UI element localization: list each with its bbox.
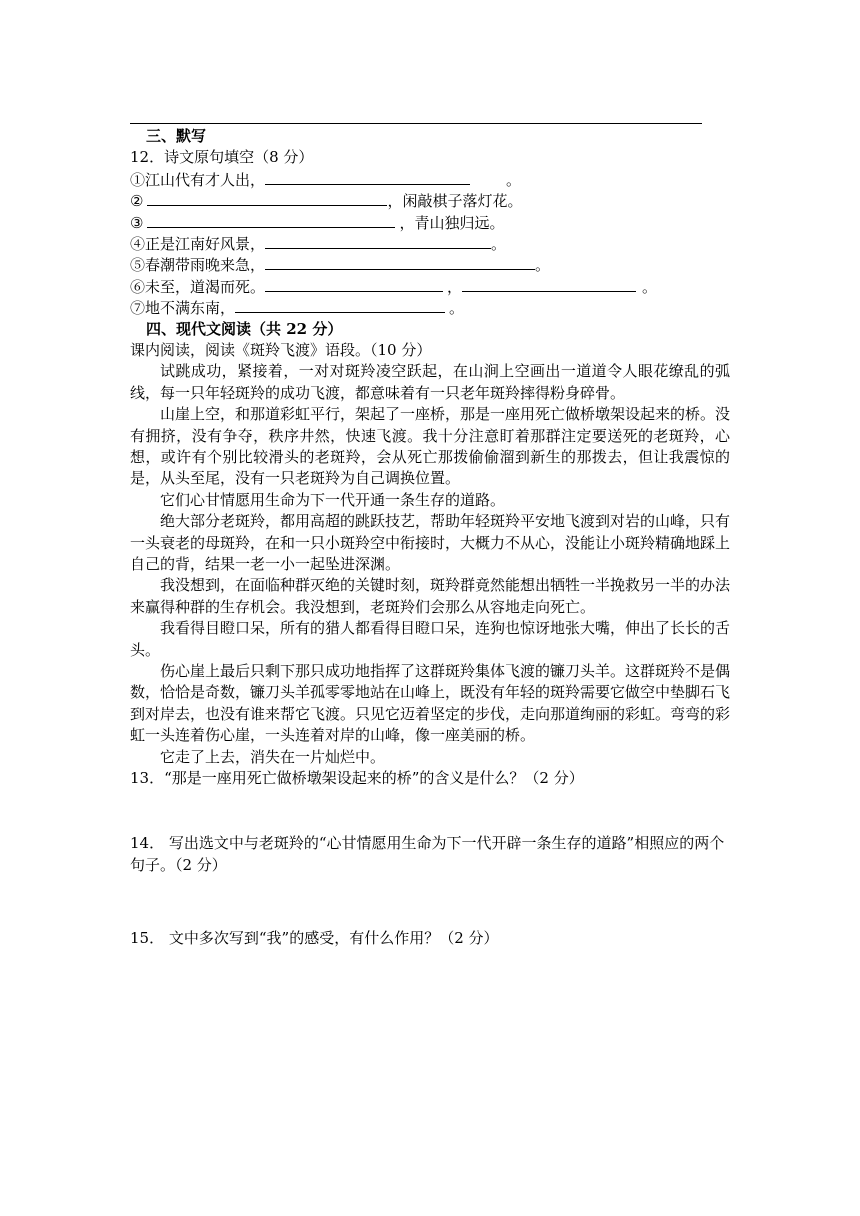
question-13: 13．“那是一座用死亡做桥墩架设起来的桥”的含义是什么？（2 分）: [130, 769, 584, 788]
answer-space-13[interactable]: [130, 789, 730, 833]
fill-blank-1[interactable]: [265, 169, 470, 185]
fill-item-4: [130, 233, 730, 254]
exam-page: [130, 0, 730, 1216]
fill-blank-6a[interactable]: [265, 276, 443, 292]
answer-space-14[interactable]: [130, 876, 730, 928]
fill-item-6-before: ⑥未至，道渴而死。: [130, 277, 266, 296]
question-12-title: 12．诗文原句填空（8 分）: [130, 148, 314, 167]
fill-item-3: [130, 212, 730, 233]
fill-item-6-after: 。: [642, 277, 658, 296]
fill-item-6-middle: ，: [447, 277, 463, 296]
fill-item-1-before: ①江山代有才人出，: [130, 170, 266, 189]
fill-item-2-before: ②: [130, 192, 144, 211]
fill-item-3-before: ③: [130, 213, 144, 232]
fill-item-5-before: ⑤春潮带雨晚来急，: [130, 256, 266, 275]
reading-intro: 课内阅读，阅读《斑羚飞渡》语段。（10 分）: [130, 340, 432, 359]
fill-blank-3[interactable]: [147, 212, 395, 228]
fill-blank-7[interactable]: [235, 297, 445, 313]
page-content: [130, 126, 730, 1010]
fill-item-1: [130, 169, 730, 190]
fill-item-2: [130, 190, 730, 211]
passage-paragraph-7: 伤心崖上最后只剩下那只成功地指挥了这群斑羚集体飞渡的镰刀头羊。这群斑羚不是偶数，恰恰是奇数，镰刀头羊孤零零地站在山峰上，既没有年轻的斑羚需要它做空中垫脚石飞到对岸去，也没有谁来帮它飞渡。只见它迈着坚定的步伐，走向那道绚丽的彩虹。弯弯的彩虹一头连着伤心崖，一头连着对岸的山峰，像一座美丽的桥。: [130, 661, 731, 745]
fill-item-4-before: ④正是江南好风景，: [130, 234, 266, 253]
section-heading-reading: 四、现代文阅读（共 22 分）: [146, 319, 343, 338]
fill-blank-2[interactable]: [147, 190, 387, 206]
fill-blank-4[interactable]: [265, 233, 491, 249]
fill-item-2-after: ，闲敲棋子落灯花。: [387, 192, 523, 211]
fill-item-1-after: 。: [506, 170, 522, 189]
passage-paragraph-8: 它走了上去，消失在一片灿烂中。: [160, 747, 386, 766]
section-heading-dictation: 三、默写: [146, 127, 207, 145]
fill-blank-6b[interactable]: [462, 276, 636, 292]
answer-space-15[interactable]: [130, 950, 730, 1010]
fill-item-5: [130, 254, 730, 275]
passage-paragraph-2: 山崖上空，和那道彩虹平行，架起了一座桥，那是一座用死亡做桥墩架设起来的桥。没有拥挤，没有争夺，秩序井然，快速飞渡。我十分注意盯着那群注定要送死的老斑羚，心想，或许有个别比较滑头的老斑羚，会从死亡那拨偷偷溜到新生的那拨去，但让我震惊的是，从头至尾，没有一只老斑羚为自己调换位置。: [130, 405, 731, 488]
fill-item-3-after: ，青山独归远。: [399, 213, 505, 232]
passage-paragraph-5: 我没想到，在面临种群灭绝的关键时刻，斑羚群竟然能想出牺牲一半挽救另一半的办法来赢得种群的生存机会。我没想到，老斑羚们会那么从容地走向死亡。: [130, 576, 731, 616]
fill-item-7-before: ⑦地不满东南，: [130, 299, 236, 318]
passage-paragraph-6: 我看得目瞪口呆，所有的猎人都看得目瞪口呆，连狗也惊讶地张大嘴，伸出了长长的舌头。: [130, 619, 731, 659]
top-divider: [130, 123, 702, 124]
passage-paragraph-4: 绝大部分老斑羚，都用高超的跳跃技艺，帮助年轻斑羚平安地飞渡到对岩的山峰，只有一头衰老的母斑羚，在和一只小斑羚空中衔接时，大概力不从心，没能让小斑羚精确地踩上自己的背，结果一老一小一起坠进深渊。: [130, 512, 731, 573]
fill-item-7-after: 。: [449, 299, 465, 318]
question-15: 15． 文中多次写到“我”的感受，有什么作用？（2 分）: [130, 929, 499, 948]
fill-item-6: [130, 276, 730, 297]
fill-item-7: [130, 297, 730, 318]
passage-paragraph-1: 试跳成功，紧接着，一对对斑羚凌空跃起，在山涧上空画出一道道令人眼花缭乱的弧线，每一只年轻斑羚的成功飞渡，都意味着有一只老年斑羚摔得粉身碎骨。: [130, 362, 730, 402]
fill-item-5-after: 。: [535, 256, 551, 275]
fill-item-4-after: 。: [491, 234, 507, 253]
passage-paragraph-3: 它们心甘情愿用生命为下一代开通一条生存的道路。: [160, 490, 506, 509]
fill-blank-5[interactable]: [265, 254, 535, 270]
question-14: 14． 写出选文中与老斑羚的“心甘情愿用生命为下一代开辟一条生存的道路”相照应的两个句子。（2 分）: [130, 834, 725, 874]
